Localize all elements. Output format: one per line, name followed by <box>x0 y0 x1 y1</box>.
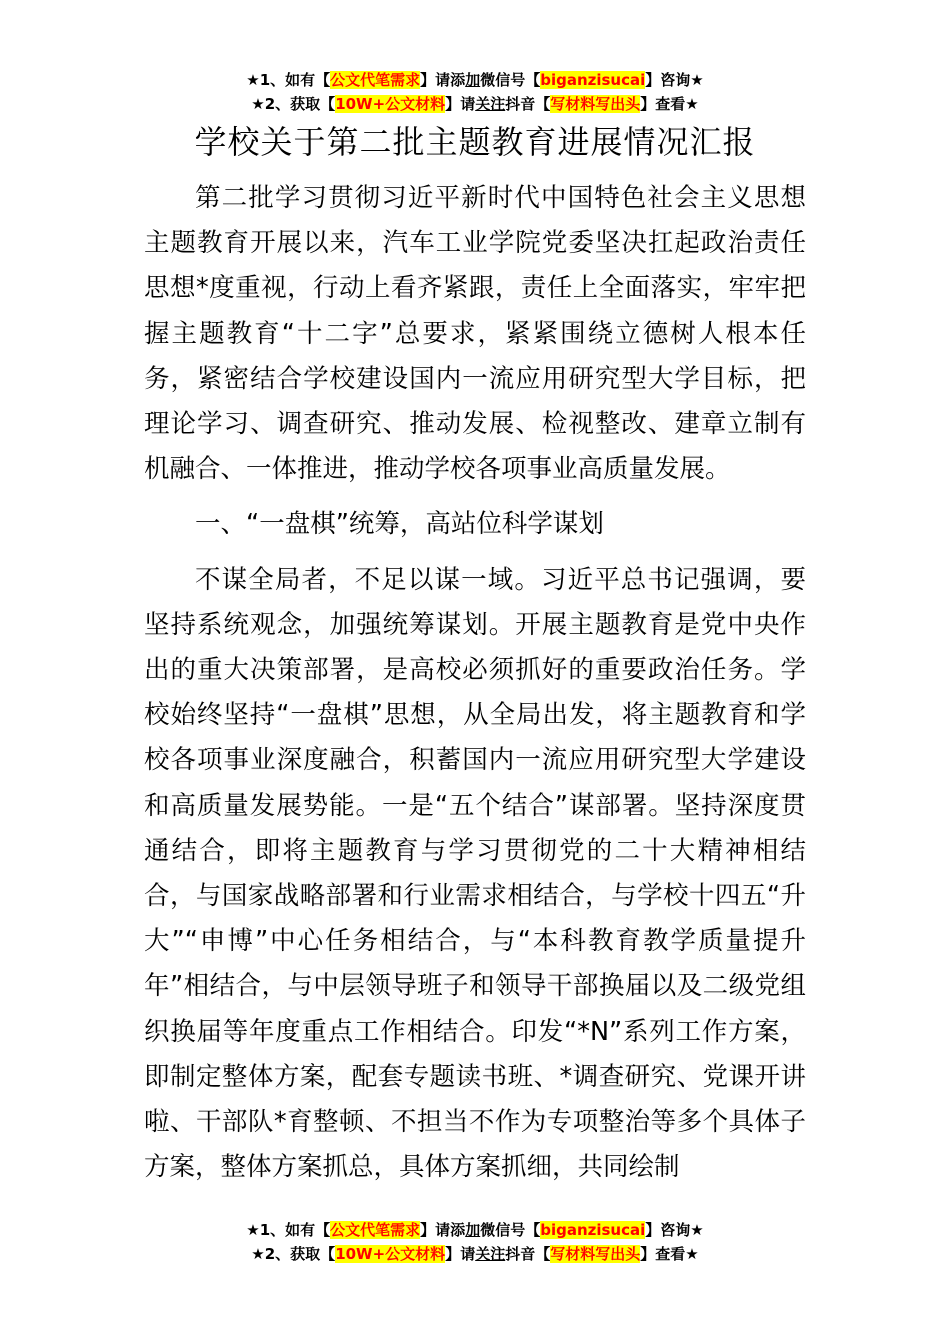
promo-text: 】请添 <box>420 1221 466 1239</box>
promo-text: 】请 <box>445 95 476 113</box>
top-promo-banner <box>0 68 950 116</box>
promo-highlight: 10W+公文材料 <box>335 95 446 113</box>
promo-underline-text: 关注 <box>475 1245 506 1263</box>
promo-line-1 <box>0 68 950 92</box>
promo-text: 】查看★ <box>640 95 699 113</box>
promo-text: 】请 <box>445 1245 476 1263</box>
promo-wechat-id: biganzisucai <box>540 71 646 89</box>
promo-highlight: 公文代笔需求 <box>330 1221 421 1239</box>
promo-douyin-id: 写材料写出头 <box>550 95 641 113</box>
section-paragraph: 不谋全局者，不足以谋一域。习近平总书记强调，要坚持系统观念，加强统筹谋划。开展主题教育是党中央作出的重大决策部署，是高校必须抓好的重要政治任务。学校始终坚持“一盘棋”思想，从全局出发，将主题教育和学校各项事业深度融合，积蓄国内一流应用研究型大学建设和高质量发展势能。一是“五个结合”谋部署。坚持深度贯通结合，即将主题教育与学习贯彻党的二十大精神相结合，与国家战略部署和行业需求相结合，与学校十四五“升大”“申博”中心任务相结合，与“本科教育教学质量提升年”相结合，与中层领导班子和领导干部换届以及二级党组织换届等年度重点工作相结合。印发“*N”系列工作方案，即制定整体方案，配套专题读书班、*调查研究、党课开讲啦、干部队*育整顿、不担当不作为专项整治等多个具体子方案，整体方案抓总，具体方案抓细，共同绘制 <box>144 564 806 1183</box>
promo-text: 抖音【 <box>505 1245 551 1263</box>
promo-text: 微信号【 <box>480 1221 541 1239</box>
document-body <box>144 176 806 1190</box>
promo-text: 抖音【 <box>505 95 551 113</box>
promo-line-2 <box>0 92 950 116</box>
promo-line-2 <box>0 1242 950 1266</box>
promo-highlight: 10W+公文材料 <box>335 1245 446 1263</box>
promo-douyin-id: 写材料写出头 <box>550 1245 641 1263</box>
bottom-promo-banner <box>0 1218 950 1266</box>
section-heading: 一、“一盘棋”统筹，高站位科学谋划 <box>195 509 604 540</box>
promo-text: 微信号【 <box>480 71 541 89</box>
promo-text: 】咨询★ <box>645 1221 704 1239</box>
intro-paragraph: 第二批学习贯彻习近平新时代中国特色社会主义思想主题教育开展以来，汽车工业学院党委坚决扛起政治责任思想*度重视，行动上看齐紧跟，责任上全面落实，牢牢把握主题教育“十二字”总要求，紧紧围绕立德树人根本任务，紧密结合学校建设国内一流应用研究型大学目标，把理论学习、调查研究、推动发展、检视整改、建章立制有机融合、一体推进，推动学校各项事业高质量发展。 <box>144 183 806 485</box>
promo-text: 】查看★ <box>640 1245 699 1263</box>
promo-line-1 <box>0 1218 950 1242</box>
promo-underline-text: 加 <box>465 1221 481 1239</box>
promo-underline-text: 加 <box>465 71 481 89</box>
promo-wechat-id: biganzisucai <box>540 1221 646 1239</box>
document-title: 学校关于第二批主题教育进展情况汇报 <box>194 123 756 161</box>
promo-text: 】请添 <box>420 71 466 89</box>
promo-text: ★1、如有【 <box>246 1221 331 1239</box>
promo-highlight: 公文代笔需求 <box>330 71 421 89</box>
promo-text: 】咨询★ <box>645 71 704 89</box>
promo-text: ★1、如有【 <box>246 71 331 89</box>
promo-underline-text: 关注 <box>475 95 506 113</box>
promo-text: ★2、获取【 <box>251 95 336 113</box>
promo-text: ★2、获取【 <box>251 1245 336 1263</box>
